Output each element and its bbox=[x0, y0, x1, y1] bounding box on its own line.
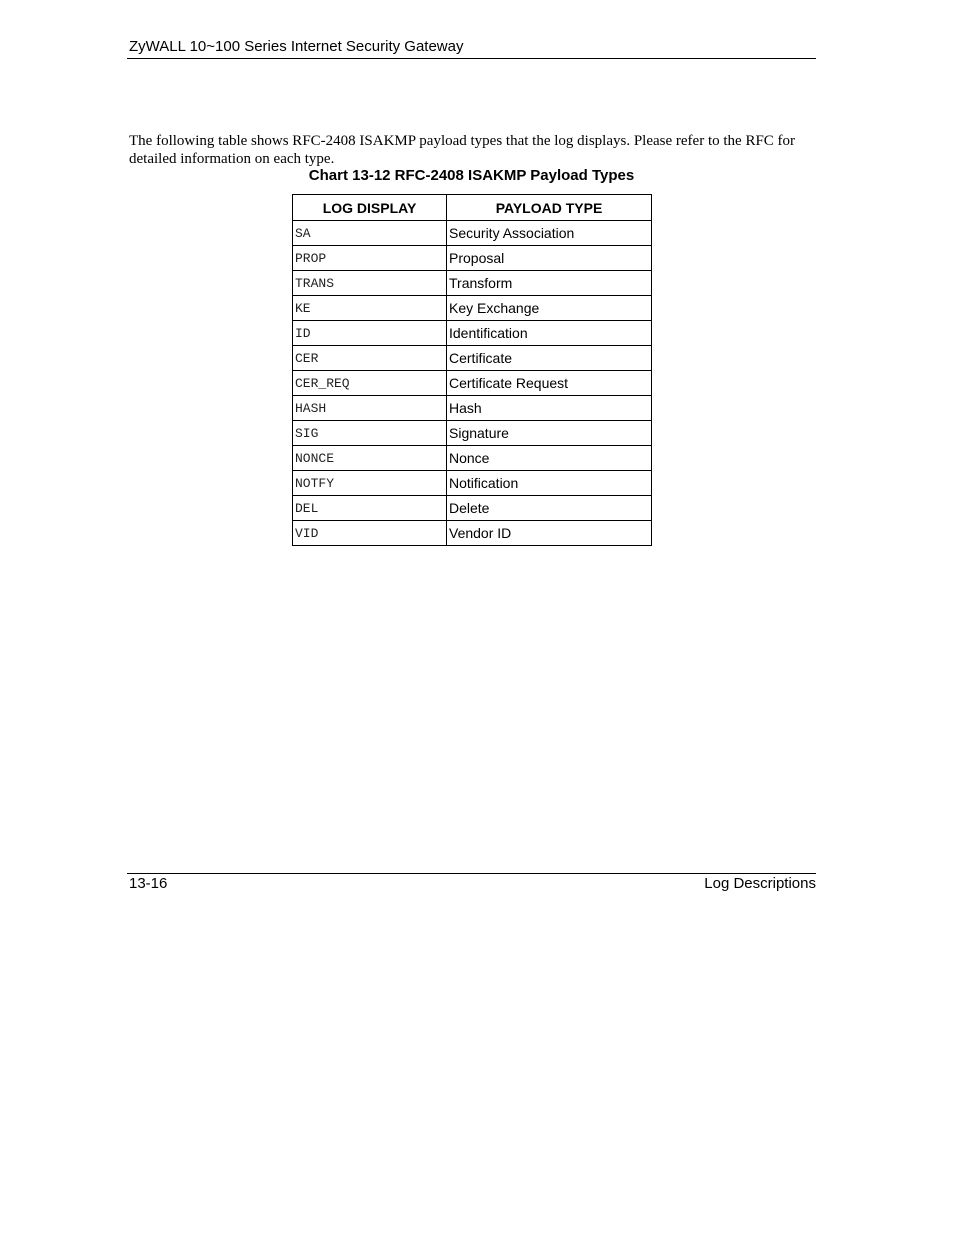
payload-type-cell: Notification bbox=[447, 471, 652, 496]
page-number: 13-16 bbox=[129, 875, 168, 892]
log-display-cell: CER bbox=[293, 346, 447, 371]
table-row bbox=[293, 221, 652, 246]
payload-type-cell: Transform bbox=[447, 271, 652, 296]
footer-divider bbox=[127, 873, 816, 874]
page-header-title: ZyWALL 10~100 Series Internet Security Gateway bbox=[129, 38, 464, 55]
column-header-log-display: LOG DISPLAY bbox=[293, 195, 447, 221]
table-header-row bbox=[293, 195, 652, 221]
payload-type-cell: Key Exchange bbox=[447, 296, 652, 321]
intro-paragraph: The following table shows RFC-2408 ISAKMP payload types that the log displays. Please refer to the RFC for detailed information on each type. bbox=[129, 133, 796, 167]
header-divider bbox=[127, 58, 816, 59]
table-row bbox=[293, 321, 652, 346]
table-row bbox=[293, 371, 652, 396]
log-display-cell: HASH bbox=[293, 396, 447, 421]
payload-type-cell: Vendor ID bbox=[447, 521, 652, 546]
table-row bbox=[293, 246, 652, 271]
table-row bbox=[293, 421, 652, 446]
log-display-cell: NONCE bbox=[293, 446, 447, 471]
log-display-cell: TRANS bbox=[293, 271, 447, 296]
log-display-cell: SIG bbox=[293, 421, 447, 446]
log-display-cell: KE bbox=[293, 296, 447, 321]
payload-type-cell: Nonce bbox=[447, 446, 652, 471]
table-row bbox=[293, 296, 652, 321]
table-row bbox=[293, 521, 652, 546]
table-row bbox=[293, 396, 652, 421]
log-display-cell: ID bbox=[293, 321, 447, 346]
table-row bbox=[293, 271, 652, 296]
payload-types-table bbox=[292, 194, 652, 546]
payload-type-cell: Hash bbox=[447, 396, 652, 421]
payload-type-cell: Proposal bbox=[447, 246, 652, 271]
log-display-cell: CER_REQ bbox=[293, 371, 447, 396]
footer-section-title: Log Descriptions bbox=[704, 875, 816, 892]
payload-type-cell: Identification bbox=[447, 321, 652, 346]
table-row bbox=[293, 471, 652, 496]
table-row bbox=[293, 346, 652, 371]
column-header-payload-type: PAYLOAD TYPE bbox=[447, 195, 652, 221]
log-display-cell: DEL bbox=[293, 496, 447, 521]
table-row bbox=[293, 446, 652, 471]
payload-type-cell: Certificate Request bbox=[447, 371, 652, 396]
payload-type-cell: Delete bbox=[447, 496, 652, 521]
payload-type-cell: Signature bbox=[447, 421, 652, 446]
table-caption: Chart 13-12 RFC-2408 ISAKMP Payload Types bbox=[308, 167, 635, 184]
log-display-cell: NOTFY bbox=[293, 471, 447, 496]
log-display-cell: VID bbox=[293, 521, 447, 546]
payload-type-cell: Security Association bbox=[447, 221, 652, 246]
table-row bbox=[293, 496, 652, 521]
payload-type-cell: Certificate bbox=[447, 346, 652, 371]
log-display-cell: PROP bbox=[293, 246, 447, 271]
log-display-cell: SA bbox=[293, 221, 447, 246]
